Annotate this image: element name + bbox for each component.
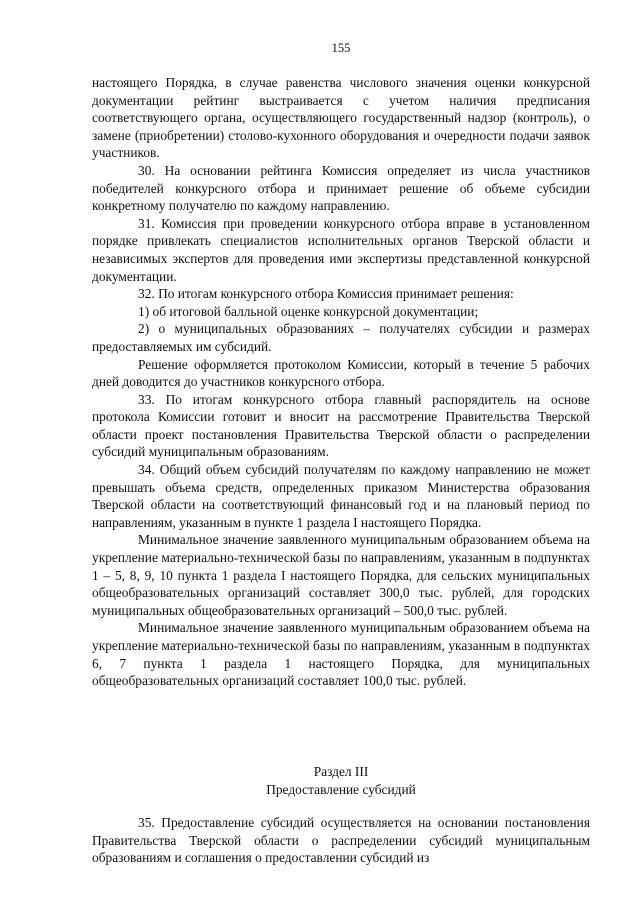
paragraph-minimum-value-2: Минимальное значение заявленного муниципальным образованием объема на укрепление материально-технической базы по направлениям, указанным в подпунктах 6, 7 пункта 1 раздела 1 настоящего Порядка, для муниципальных общеобразовательных организаций составляет 100,0 тыс. рублей. [92, 620, 590, 689]
paragraph-33: 33. По итогам конкурсного отбора главный распорядитель на основе протокола Комиссии готовит и вносит на рассмотрение Правительства Тверской области проект постановления Правительства Тверской области о распределении субсидий муниципальным образованиям. [92, 391, 590, 460]
paragraph-30: 30. На основании рейтинга Комиссия определяет из числа участников победителей конкурсного отбора и принимает решение об объеме субсидии конкретному получателю по каждому направлению. [92, 162, 590, 214]
paragraph-decision: Решение оформляется протоколом Комиссии, который в течение 5 рабочих дней доводится до участников конкурсного отбора. [92, 356, 590, 390]
paragraph-32: 32. По итогам конкурсного отбора Комиссия принимает решения: [138, 286, 514, 302]
paragraph-continuation: настоящего Порядка, в случае равенства числового значения оценки конкурсной документации рейтинг выстраивается с учетом наличия предписания соответствующего органа, осуществляющего государственный надзор (контроль), о замене (приобретении) столово-кухонного оборудования и очередности подачи заявок участников. [92, 75, 590, 161]
paragraph-32-item-1: 1) об итоговой балльной оценке конкурсной документации; [138, 303, 479, 319]
document-page [92, 0, 590, 905]
section-body [92, 814, 590, 867]
paragraph-34: 34. Общий объем субсидий получателям по каждому направлению не может превышать объема средств, определенных приказом Министерства образования Тверской области на соответствующий финансовый год и на плановый период по направлениям, указанным в пункте 1 раздела I настоящего Порядка. [92, 462, 590, 530]
paragraph-31: 31. Комиссия при проведении конкурсного отбора вправе в установленном порядке привлекать специалистов исполнительных органов Тверской области и независимых экспертов для проведения ими экспертизы представленной конкурсной документации. [92, 215, 590, 284]
page-number: 155 [331, 41, 351, 55]
document-body [92, 74, 590, 690]
section-heading [92, 763, 590, 799]
paragraph-minimum-value-1: Минимальное значение заявленного муниципальным образованием объема на укрепление материально-технической базы по направлениям, указанным в подпунктах 1 – 5, 8, 9, 10 пункта 1 раздела I настоящего Порядка, для сельских муниципальных общеобразовательных организаций составляет 300,0 тыс. рублей, для городских муниципальных общеобразовательных организаций – 500,0 тыс. рублей. [92, 532, 590, 618]
paragraph-35: 35. Предоставление субсидий осуществляется на основании постановления Правительства Тверской области о распределении субсидий муниципальным образованиям и соглашения о предоставлении субсидий из [92, 815, 590, 866]
section-title: Предоставление субсидий [266, 782, 416, 797]
paragraph-32-item-2: 2) о муниципальных образованиях – получателях субсидии и размерах предоставляемых им субсидий. [92, 321, 590, 354]
section-number: Раздел III [313, 764, 369, 779]
